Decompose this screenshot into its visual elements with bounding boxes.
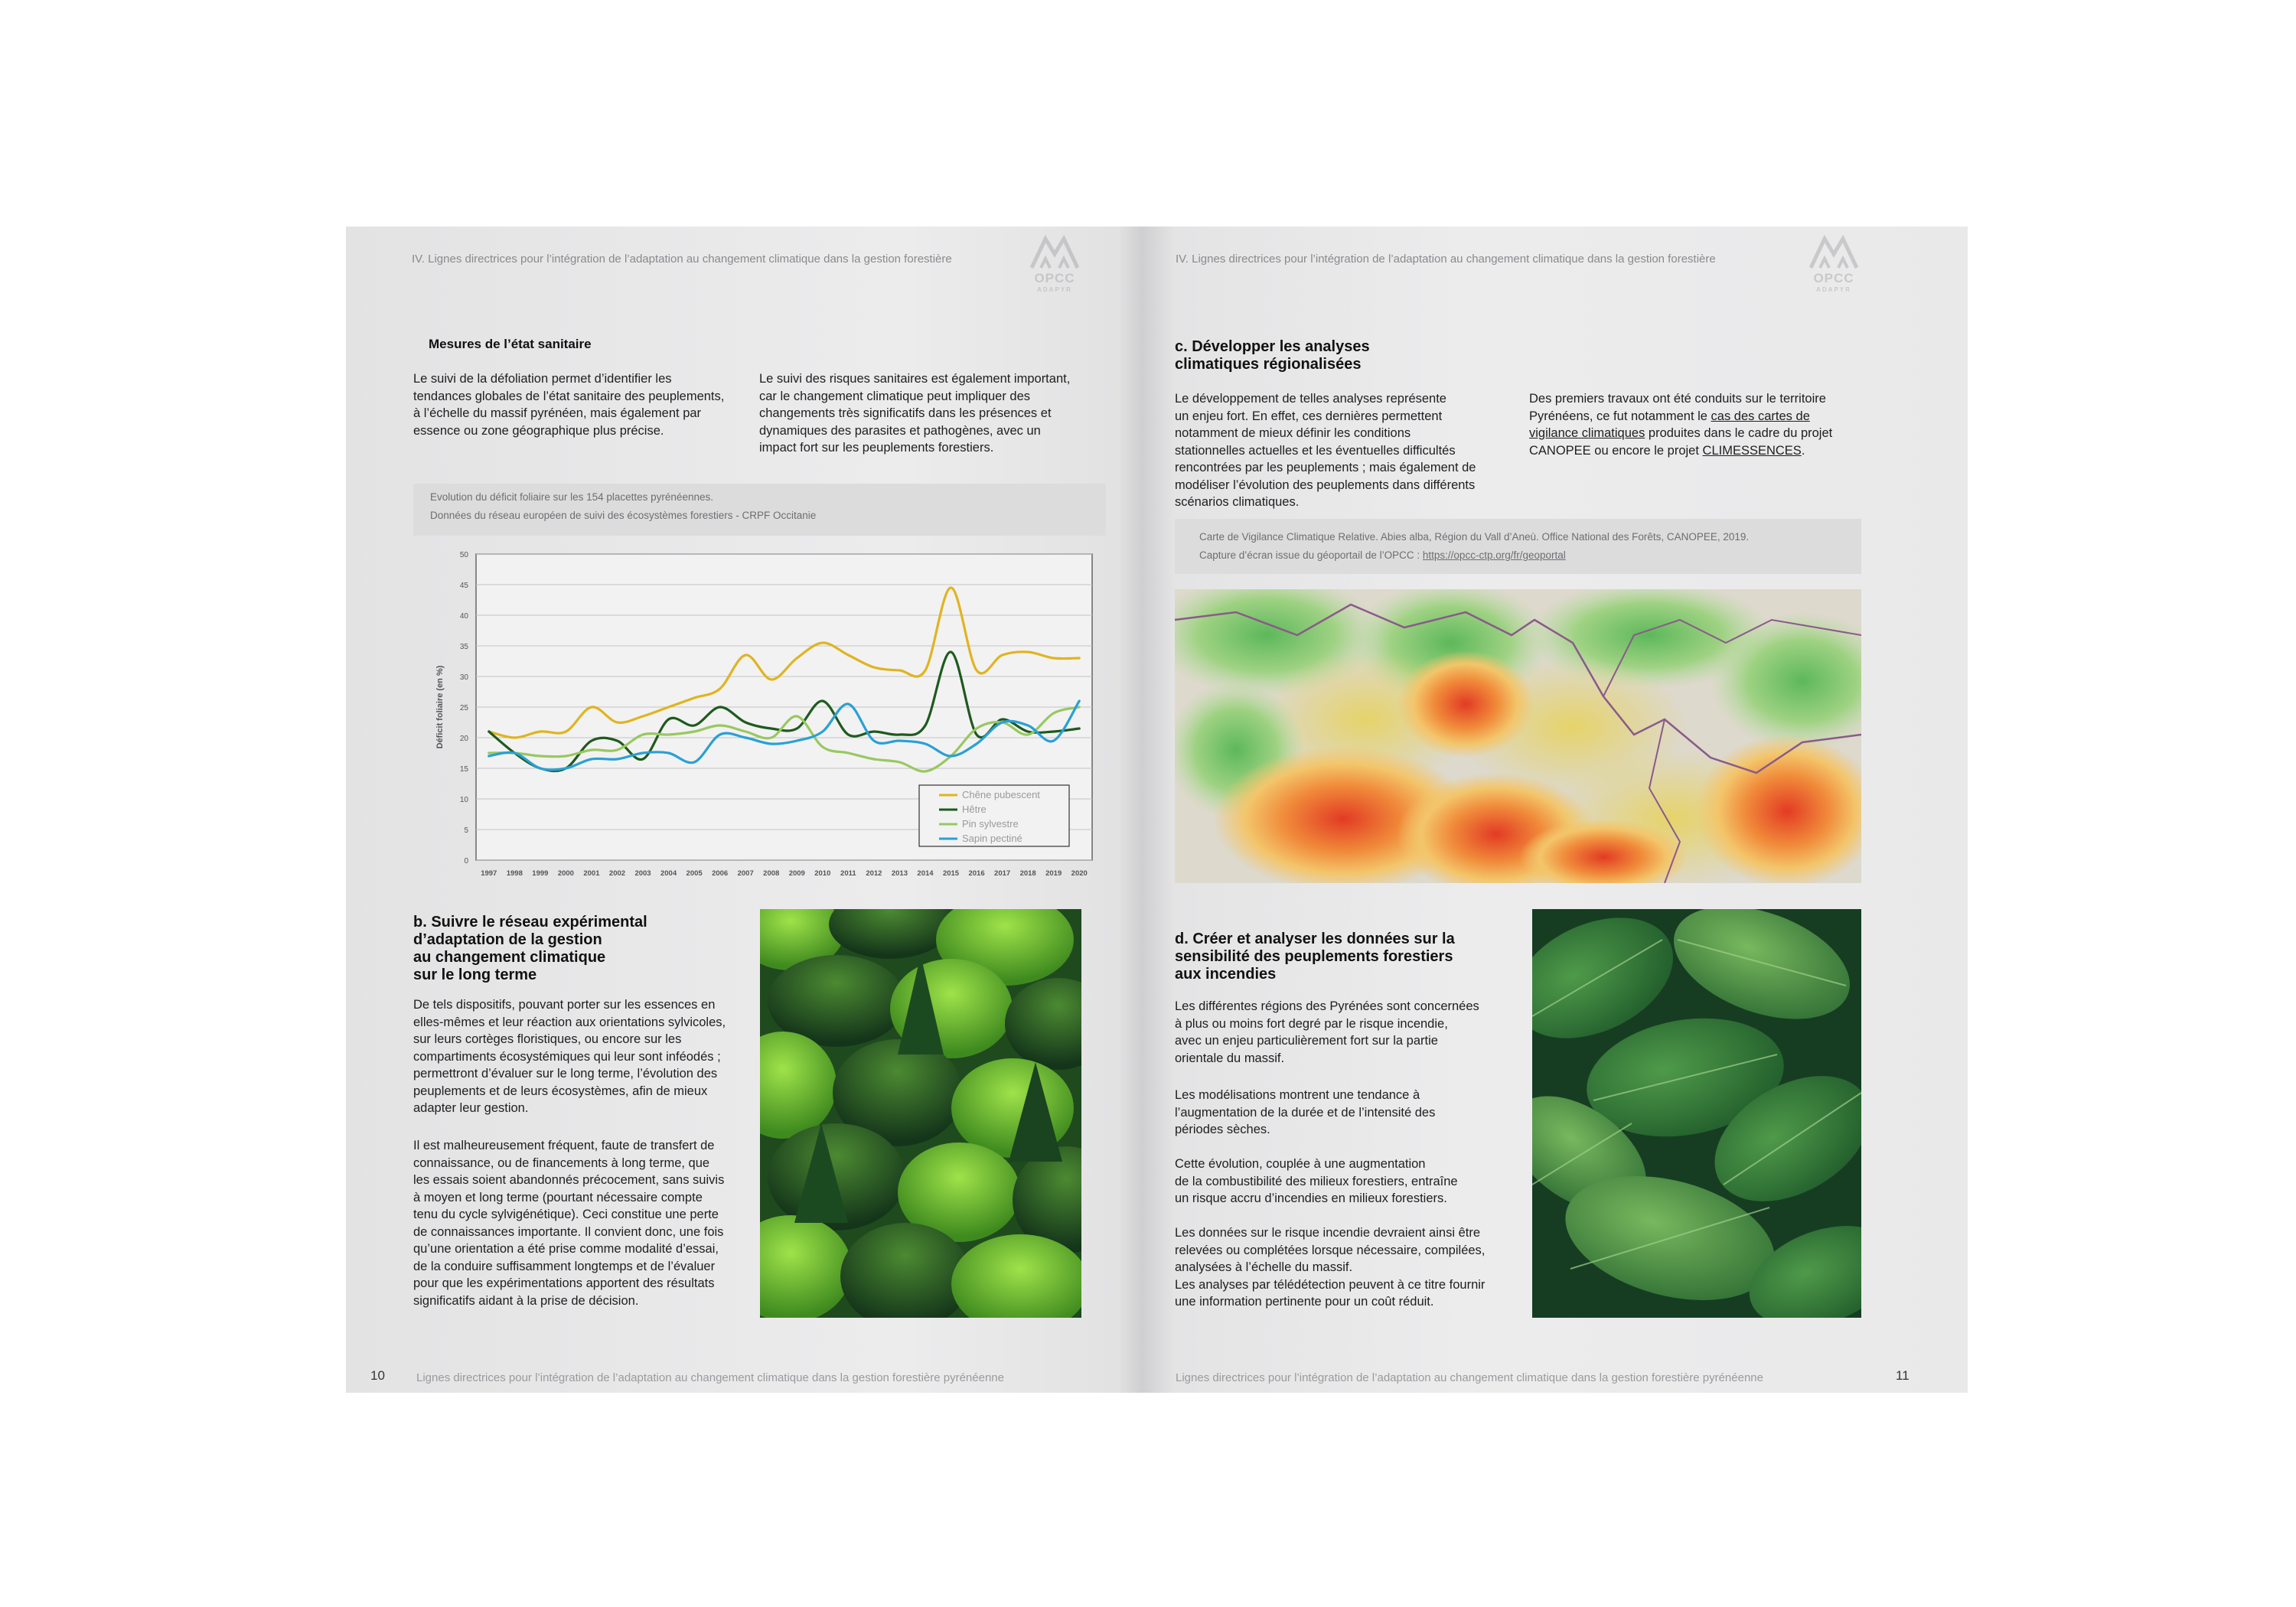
- vigilance-map: [1175, 589, 1861, 883]
- x-tick-label: 2001: [583, 869, 600, 878]
- forest-canopy-image: [760, 909, 1081, 1318]
- running-footer-left: Lignes directrices pour l’intégration de l’adaptation au changement climatique dans la gestion forestière pyrénéenne: [416, 1371, 1004, 1384]
- map-caption-text: Capture d’écran issue du géoportail de l’OPCC :: [1199, 549, 1423, 561]
- y-tick-label: 5: [464, 826, 468, 835]
- section-c-text-c: .: [1801, 443, 1805, 458]
- subheading-etat-sanitaire: Mesures de l’état sanitaire: [429, 337, 592, 351]
- logo-text: OPCC: [1034, 271, 1075, 285]
- y-tick-label: 50: [459, 551, 468, 559]
- section-c-text-a: Des premiers travaux ont été conduits sur le territoire Pyrénéens, ce fut notamment le: [1529, 392, 1826, 423]
- link-climessences[interactable]: CLIMESSENCES: [1702, 443, 1802, 458]
- x-tick-label: 2008: [763, 869, 780, 878]
- x-tick-label: 2014: [917, 869, 934, 878]
- x-tick-label: 1998: [506, 869, 523, 878]
- vigilance-map-image: [1175, 589, 1861, 883]
- legend-label: Pin sylvestre: [962, 818, 1019, 830]
- opcc-logo: [1806, 231, 1861, 300]
- link-cartes-vigilance-b[interactable]: vigilance climatiques: [1529, 426, 1645, 440]
- x-tick-label: 2016: [968, 869, 985, 878]
- x-tick-label: 2003: [634, 869, 651, 878]
- y-tick-label: 15: [459, 765, 468, 774]
- x-tick-label: 2009: [788, 869, 805, 878]
- x-tick-label: 2005: [686, 869, 703, 878]
- running-header: IV. Lignes directrices pour l’intégration de l’adaptation au changement climatique dans la gestion forestière: [1176, 253, 1716, 266]
- y-tick-label: 20: [459, 735, 468, 743]
- legend-label: Sapin pectiné: [962, 833, 1022, 844]
- logo-subtext: ADAPYR: [1037, 286, 1072, 293]
- y-tick-label: 25: [459, 704, 468, 712]
- y-tick-label: 30: [459, 673, 468, 682]
- x-tick-label: 2017: [994, 869, 1011, 878]
- running-header: IV. Lignes directrices pour l’intégration de l’adaptation au changement climatique dans la gestion forestière: [412, 253, 952, 266]
- legend-label: Hêtre: [962, 804, 987, 815]
- section-c-heading: c. Développer les analyses climatiques régionalisées: [1175, 338, 1370, 373]
- y-tick-label: 10: [459, 796, 468, 804]
- section-d-paragraph-1: Les différentes régions des Pyrénées sont concernées à plus ou moins fort degré par le risque incendie, avec un enjeu particulièrement fort sur la partie orientale du massif.: [1175, 999, 1479, 1065]
- x-tick-label: 2002: [608, 869, 626, 878]
- section-d-paragraph-4: Les données sur le risque incendie devraient ainsi être relevées ou complétées lorsque nécessaire, compilées, analysées à l’échelle du massif. Les analyses par télédétection peuvent à ce titre fournir une information pertinente pour un coût réduit.: [1175, 1226, 1486, 1309]
- x-tick-label: 1997: [481, 869, 497, 878]
- section-d-paragraph-2: Les modélisations montrent une tendance à l’augmentation de la durée et de l’intensité des périodes sèches.: [1175, 1088, 1436, 1136]
- x-tick-label: 2011: [840, 869, 856, 878]
- logo-subtext: ADAPYR: [1816, 286, 1851, 293]
- map-caption-line1: Carte de Vigilance Climatique Relative. Abies alba, Région du Vall d’Aneù. Office National des Forêts, CANOPEE, 2019.: [1199, 531, 1750, 543]
- mountain-logo-icon: [1027, 231, 1082, 271]
- section-b-paragraph-1: De tels dispositifs, pouvant porter sur les essences en elles-mêmes et leur réaction aux orientations sylvicoles, sur leurs cortèges floristiques, ou encore sur les compartiments écosystémiques qui leur sont inféodés ; permettront d’évaluer sur le long terme, l’évolution des peuplements et de leurs écosystèmes, afin de mieux adapter leur gestion.: [413, 998, 726, 1115]
- section-d-paragraph-3: Cette évolution, couplée à une augmentation de la combustibilité des milieux forestiers, entraîne un risque accru d’incendies en milieux forestiers.: [1175, 1157, 1458, 1205]
- geoportal-link[interactable]: https://opcc-ctp.org/fr/geoportal: [1422, 549, 1566, 561]
- section-c-paragraph-2: [1529, 390, 1881, 459]
- chart-caption-line1: Evolution du déficit foliaire sur les 154 placettes pyrénéennes.: [430, 491, 713, 503]
- line-chart-svg: [413, 536, 1106, 888]
- section-b-paragraph-2: Il est malheureusement fréquent, faute de transfert de connaissance, ou de financements à long terme, que les essais soient abandonnés précocement, sans suivis à moyen et long terme (pourtant nécessaire compte tenu du cycle sylvigénétique). Ceci constitue une perte de connaissances importante. Il convient donc, une fois qu’une orientation a été prise comme modalité d’essai, de la conduire suffisamment longtemps et de l’évaluer pour que les expérimentations apportent des résultats significatifs aidant à la prise de décision.: [413, 1139, 725, 1308]
- logo-text: OPCC: [1813, 271, 1854, 285]
- section-c-text-b: produites dans le cadre du projet CANOPEE ou encore le projet: [1529, 426, 1833, 458]
- x-tick-label: 1999: [532, 869, 549, 878]
- y-tick-label: 35: [459, 643, 468, 651]
- y-axis-label: Déficit foliaire (en %): [435, 665, 445, 749]
- x-tick-label: 2010: [814, 869, 831, 878]
- left-page: [346, 227, 1142, 1393]
- x-tick-label: 2015: [942, 869, 960, 878]
- leaves-photo: [1532, 909, 1861, 1318]
- x-tick-label: 2006: [712, 869, 729, 878]
- foliar-deficit-chart: [413, 536, 1106, 888]
- y-tick-label: 40: [459, 612, 468, 621]
- x-tick-label: 2020: [1071, 869, 1088, 878]
- running-footer-right: Lignes directrices pour l’intégration de l’adaptation au changement climatique dans la gestion forestière pyrénéenne: [1176, 1371, 1763, 1384]
- chart-caption-box: [413, 484, 1106, 536]
- y-tick-label: 45: [459, 582, 468, 590]
- paragraph-risques-sanitaires: Le suivi des risques sanitaires est également important, car le changement climatique peut impliquer des changements très significatifs dans les présences et dynamiques des parasites et pathogènes, avec un impact fort sur les peuplements forestiers.: [759, 372, 1071, 455]
- right-page: [1142, 227, 1968, 1393]
- x-tick-label: 2012: [866, 869, 882, 878]
- y-tick-label: 0: [464, 857, 468, 865]
- link-cartes-vigilance-a[interactable]: cas des cartes de: [1711, 409, 1810, 423]
- section-b-heading: b. Suivre le réseau expérimental d’adaptation de la gestion au changement climatique sur le long terme: [413, 914, 647, 983]
- x-tick-label: 2000: [557, 869, 574, 878]
- x-tick-label: 2019: [1045, 869, 1062, 878]
- section-c-paragraph: Le développement de telles analyses représente un enjeu fort. En effet, ces dernières permettent notamment de mieux définir les conditions stationnelles actuelles et les éventuelles difficultés rencontrées par les peuplements ; mais également de modéliser l’évolution des peuplements dans différents scénarios climatiques.: [1175, 392, 1476, 509]
- x-tick-label: 2013: [891, 869, 908, 878]
- page-number-left: 10: [370, 1368, 385, 1383]
- page-number-right: 11: [1896, 1368, 1910, 1383]
- legend-label: Chêne pubescent: [962, 789, 1040, 800]
- paragraph-defoliation: Le suivi de la défoliation permet d’identifier les tendances globales de l’état sanitaire des peuplements, à l’échelle du massif pyrénéen, mais également par essence ou zone géographique plus précise.: [413, 372, 725, 438]
- mountain-logo-icon: [1806, 231, 1861, 271]
- beech-leaves-image: [1532, 909, 1861, 1318]
- forest-canopy-photo: [760, 909, 1081, 1318]
- x-tick-label: 2004: [660, 869, 677, 878]
- x-tick-label: 2007: [737, 869, 754, 878]
- map-caption-line2: [1199, 549, 1566, 561]
- x-tick-label: 2018: [1019, 869, 1036, 878]
- opcc-logo: [1027, 231, 1082, 300]
- section-d-heading: d. Créer et analyser les données sur la sensibilité des peuplements forestiers aux incendies: [1175, 931, 1455, 983]
- map-caption-box: [1175, 519, 1861, 574]
- chart-caption-line2: Données du réseau européen de suivi des écosystèmes forestiers - CRPF Occitanie: [430, 510, 817, 521]
